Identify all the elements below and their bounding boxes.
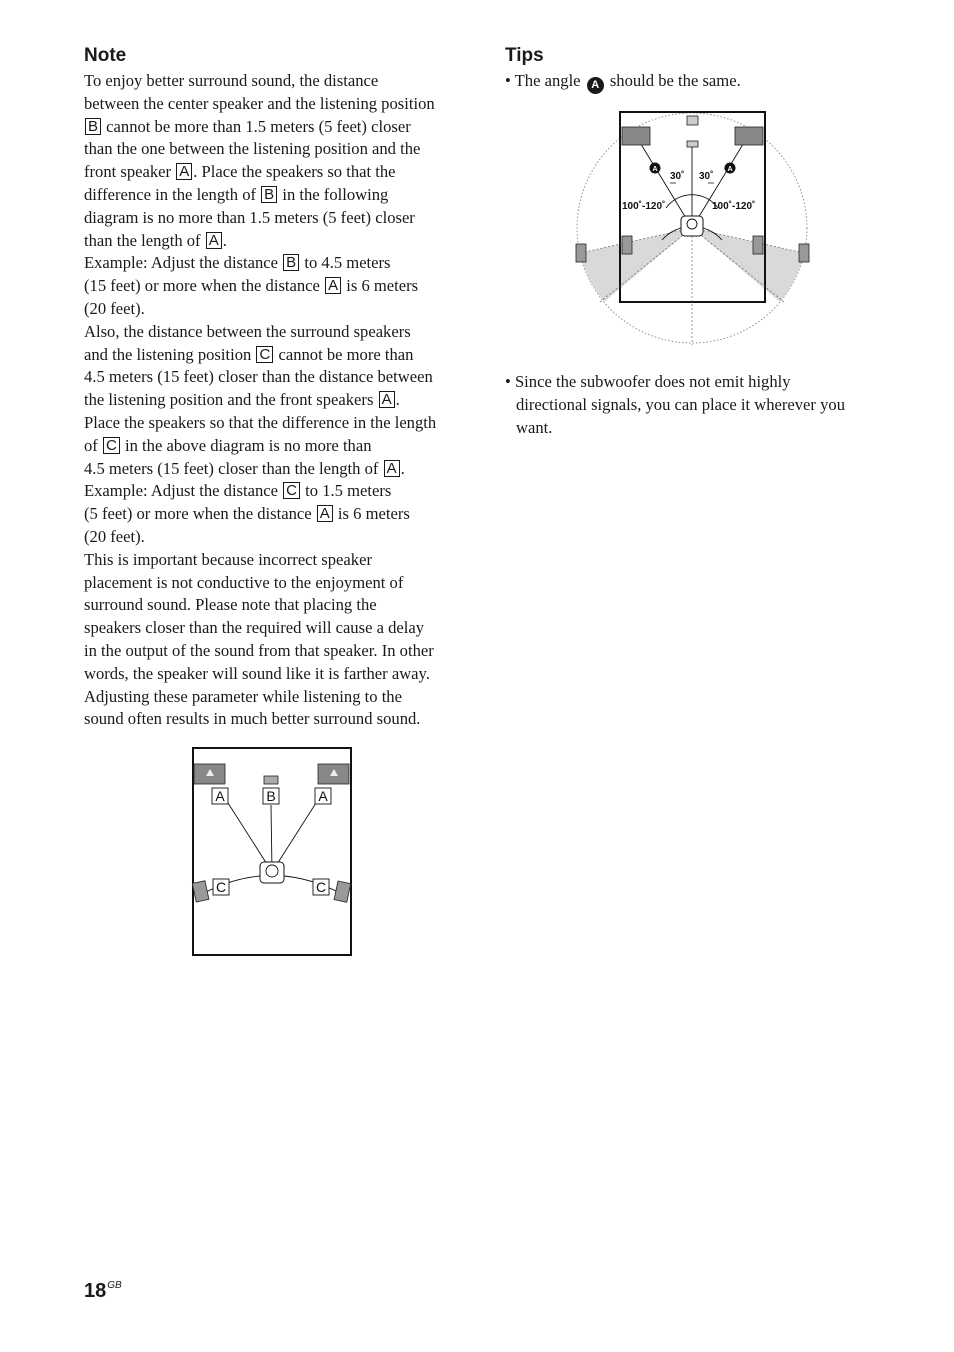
- note-line: [84, 640, 436, 663]
- page-number: [84, 1280, 122, 1303]
- note-line: [84, 161, 436, 184]
- text-run: sound often results in much better surround sound.: [84, 709, 421, 729]
- text-run: diagram is no more than 1.5 meters (5 feet) closer: [84, 207, 415, 227]
- text-run: placement is not conductive to the enjoyment of: [84, 572, 404, 592]
- text-run: (15 feet) or more when the distance: [84, 276, 325, 296]
- text-run: This is important because incorrect speaker: [84, 549, 372, 569]
- note-line: [84, 617, 436, 640]
- text-run: directional signals, you can place it wherever you: [516, 394, 845, 414]
- text-run: than the length of: [84, 230, 205, 250]
- center-speaker-icon: [264, 776, 278, 784]
- label-box: B: [283, 254, 299, 271]
- text-run: Adjusting these parameter while listening to the: [84, 686, 402, 706]
- note-line: [84, 366, 436, 389]
- note-line: [84, 412, 436, 435]
- label-c-right: C: [315, 879, 327, 895]
- angle-left-label: 30˚: [670, 171, 685, 182]
- note-line: [84, 184, 436, 207]
- note-line: [84, 321, 436, 344]
- text-run: (20 feet).: [84, 526, 145, 546]
- label-box: A: [206, 232, 222, 249]
- tips-heading: Tips: [505, 45, 544, 66]
- label-a-right: A: [318, 788, 328, 804]
- range-right-label: 100˚-120˚: [712, 201, 756, 212]
- text-run: .: [400, 458, 405, 478]
- note-heading: Note: [84, 45, 127, 66]
- label-circle: A: [587, 77, 604, 94]
- note-line: [84, 526, 436, 549]
- label-box: C: [103, 437, 120, 454]
- text-run: is 6 meters: [342, 276, 419, 296]
- note-line: [84, 663, 436, 686]
- text-run: To enjoy better surround sound, the distance: [84, 71, 379, 90]
- note-line: [84, 70, 436, 93]
- note-line: [84, 298, 436, 321]
- text-run: of: [84, 435, 102, 455]
- center-speaker-icon: [687, 116, 698, 125]
- label-c-left: C: [215, 879, 227, 895]
- note-line: [84, 572, 436, 595]
- note-line: [84, 252, 436, 275]
- text-run: .: [222, 230, 227, 250]
- text-run: in the above diagram is no more than: [120, 435, 372, 455]
- range-left-label: 100˚-120˚: [622, 201, 666, 212]
- text-run: should be the same.: [605, 71, 741, 90]
- text-run: cannot be more than 1.5 meters (5 feet) closer: [102, 116, 411, 136]
- note-line: [84, 594, 436, 617]
- label-box: B: [85, 118, 101, 135]
- text-run: and the listening position: [84, 344, 256, 364]
- speaker-angle-diagram: [575, 108, 815, 353]
- note-line: [84, 458, 436, 481]
- text-run: Example: Adjust the distance: [84, 253, 283, 273]
- text-run: is 6 meters: [333, 504, 410, 524]
- surround-right-speaker-icon: [753, 236, 763, 254]
- text-run: front speaker: [84, 162, 176, 182]
- text-run: speakers closer than the required will cause a delay: [84, 618, 425, 638]
- surround-back-right-speaker-icon: [799, 244, 809, 262]
- note-line: [84, 549, 436, 572]
- text-run: to 1.5 meters: [301, 481, 392, 501]
- text-run: 4.5 meters (15 feet) closer than the distance between: [84, 367, 433, 387]
- tip2-line: [505, 371, 845, 394]
- note-line: [84, 138, 436, 161]
- label-box: A: [325, 277, 341, 294]
- text-run: Place the speakers so that the difference in the length: [84, 412, 437, 432]
- text-run: (5 feet) or more when the distance: [84, 504, 316, 524]
- angle-marker-right-label: A: [727, 166, 733, 173]
- angle-right-label: 30˚: [699, 171, 714, 182]
- label-b: B: [266, 788, 276, 804]
- text-run: • Since the subwoofer does not emit highly: [505, 372, 791, 391]
- text-run: surround sound. Please note that placing the: [84, 595, 377, 615]
- page-number-value: 18: [84, 1280, 107, 1302]
- label-box: A: [384, 460, 400, 477]
- note-body: [84, 70, 436, 731]
- note-line: [84, 708, 436, 731]
- text-run: (20 feet).: [84, 298, 145, 318]
- note-line: [84, 93, 436, 116]
- note-line: [84, 389, 436, 412]
- label-box: B: [261, 186, 277, 203]
- note-line: [84, 230, 436, 253]
- note-line: [84, 116, 436, 139]
- text-run: . Place the speakers so that the: [193, 162, 396, 182]
- label-box: C: [283, 482, 300, 499]
- text-run: between the center speaker and the listening position: [84, 93, 435, 113]
- label-box: C: [256, 346, 273, 363]
- tip2-line: [505, 394, 845, 417]
- text-run: difference in the length of: [84, 184, 261, 204]
- text-run: than the one between the listening position and the: [84, 139, 421, 159]
- text-run: cannot be more than: [274, 344, 414, 364]
- surround-back-left-speaker-icon: [576, 244, 586, 262]
- text-run: words, the speaker will sound like it is farther away.: [84, 663, 430, 683]
- tip2-line: [505, 417, 845, 440]
- label-box: A: [379, 391, 395, 408]
- label-a-left: A: [215, 788, 225, 804]
- center-speaker-2-icon: [687, 141, 698, 147]
- text-run: in the following: [278, 184, 389, 204]
- note-line: [84, 435, 436, 458]
- surround-left-speaker-icon: [622, 236, 632, 254]
- angle-marker-left-label: A: [652, 166, 658, 173]
- note-line: [84, 344, 436, 367]
- tip1-line: [505, 70, 741, 94]
- speaker-distance-diagram: [190, 745, 355, 958]
- text-run: want.: [516, 417, 553, 437]
- page-number-suffix: GB: [107, 1280, 122, 1291]
- note-line: [84, 686, 436, 709]
- label-box: A: [176, 163, 192, 180]
- note-line: [84, 207, 436, 230]
- text-run: in the output of the sound from that speaker. In other: [84, 640, 434, 660]
- text-run: to 4.5 meters: [300, 253, 391, 273]
- text-run: • The angle: [505, 71, 585, 90]
- text-run: .: [395, 390, 400, 410]
- text-run: Also, the distance between the surround speakers: [84, 321, 411, 341]
- note-line: [84, 480, 436, 503]
- front-left-speaker-icon: [622, 127, 650, 145]
- tip-angle: [505, 70, 741, 94]
- text-run: Example: Adjust the distance: [84, 481, 283, 501]
- text-run: the listening position and the front speakers: [84, 390, 378, 410]
- front-right-speaker-icon: [735, 127, 763, 145]
- note-line: [84, 275, 436, 298]
- note-line: [84, 503, 436, 526]
- tip-subwoofer: [505, 371, 845, 439]
- text-run: 4.5 meters (15 feet) closer than the length of: [84, 458, 383, 478]
- label-box: A: [317, 505, 333, 522]
